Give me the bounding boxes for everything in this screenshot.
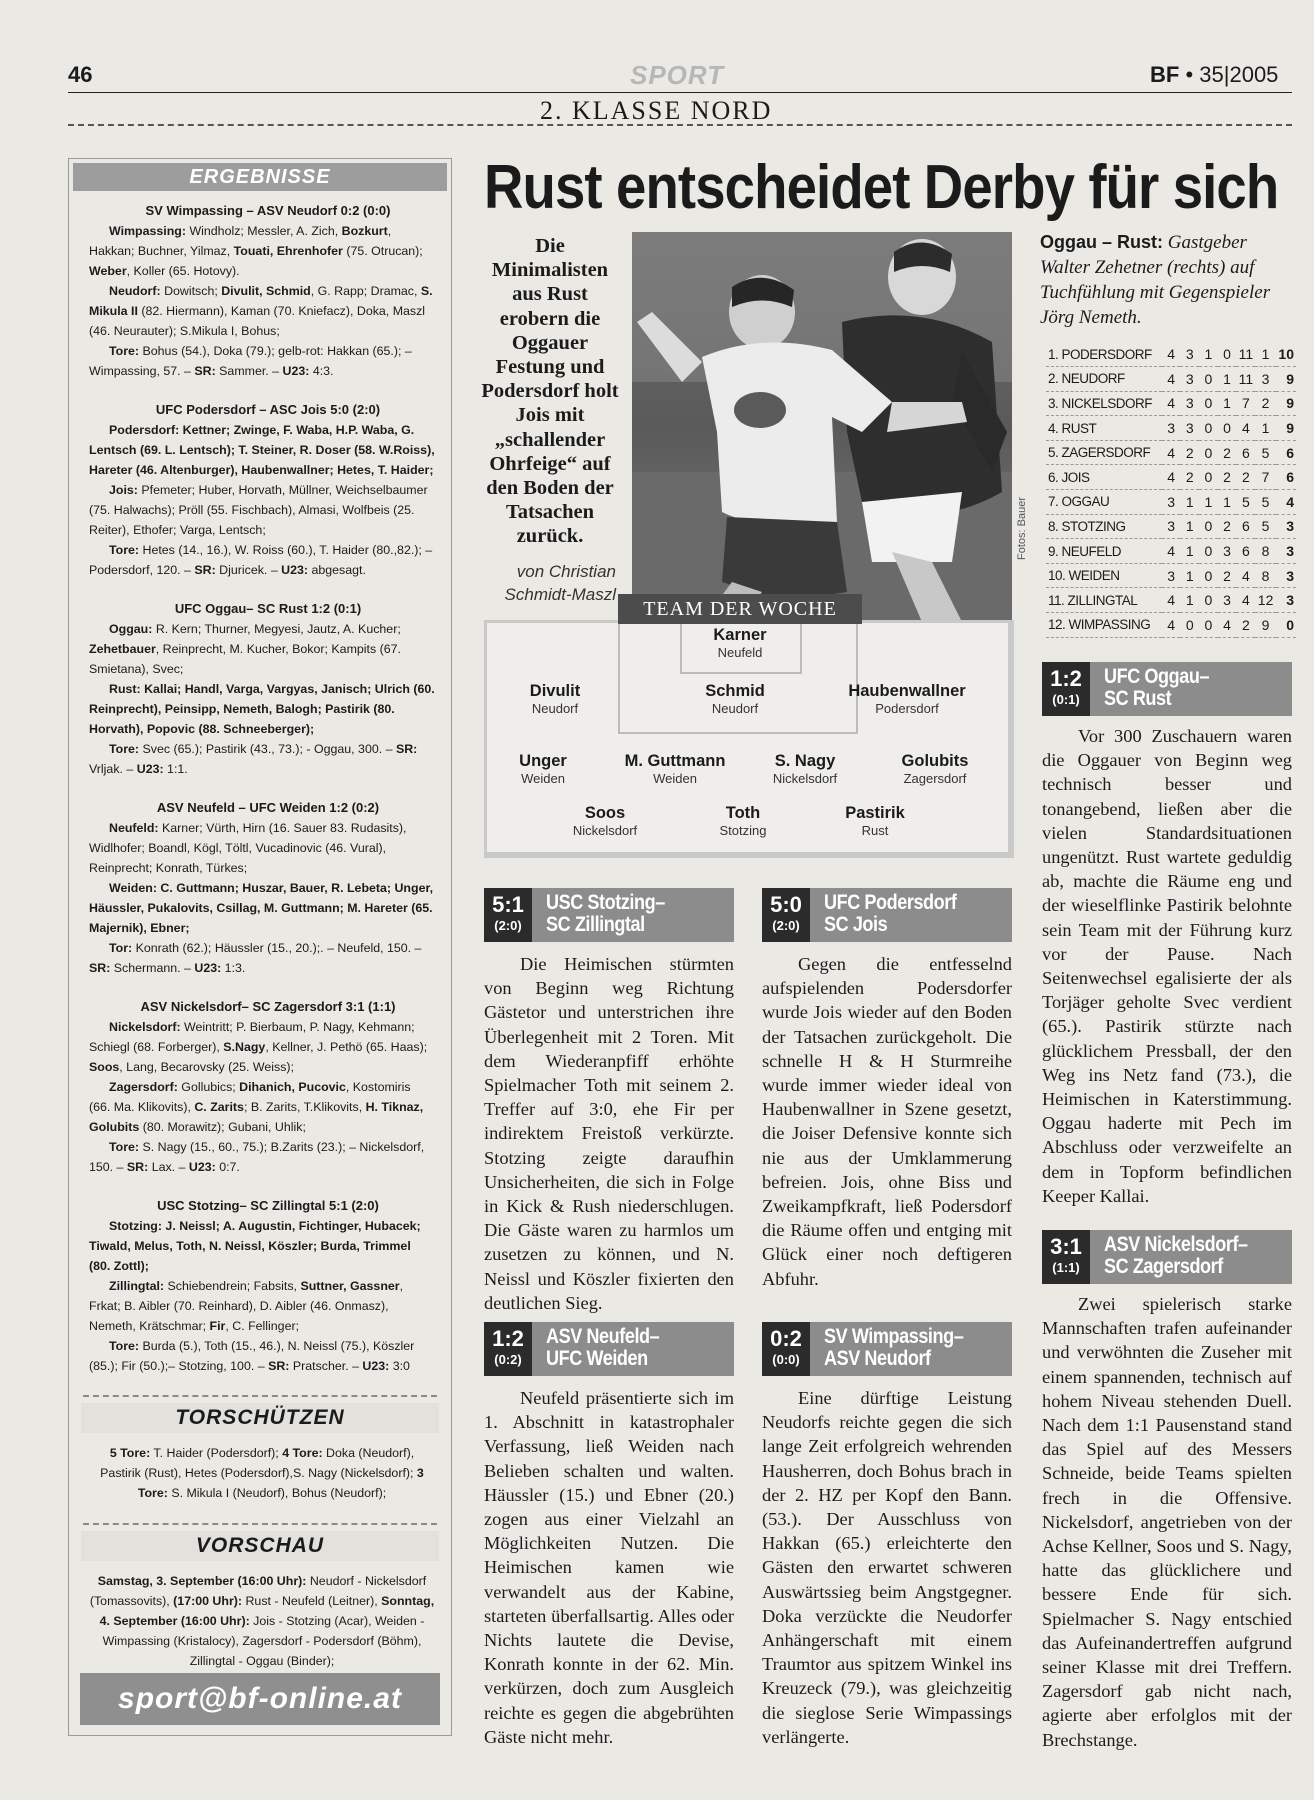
points: 9: [1276, 416, 1296, 441]
match-teams: [1090, 662, 1292, 716]
header-rule: [68, 92, 1292, 93]
result-entry: [69, 400, 451, 580]
player-name: Haubenwallner: [848, 682, 966, 700]
match-teams: [1090, 1230, 1292, 1284]
halftime-score: (1:1): [1052, 1260, 1080, 1275]
home-team: ASV Nickelsdorf–: [1104, 1233, 1248, 1256]
stat-cell: 0: [1199, 563, 1218, 588]
standings-row: [1046, 416, 1296, 441]
dashed-rule: [68, 124, 1292, 126]
stat-cell: 7: [1255, 465, 1275, 490]
stat-cell: 1: [1180, 514, 1199, 539]
match-score: [484, 1322, 532, 1376]
results-heading: ERGEBNISSE: [73, 163, 447, 191]
stat-cell: 1: [1180, 563, 1199, 588]
team-name: 1. PODERSDORF: [1046, 342, 1162, 367]
divider: [83, 1523, 437, 1525]
team-of-week-player: [468, 752, 618, 786]
match-score: [762, 888, 810, 942]
result-entry: [69, 201, 451, 381]
result-title: UFC Oggau– SC Rust 1:2 (0:1): [174, 601, 362, 616]
stat-cell: 3: [1162, 416, 1181, 441]
team-of-week-title: TEAM DER WOCHE: [618, 594, 862, 624]
match-header: [1042, 662, 1292, 716]
stat-cell: 7: [1236, 391, 1255, 416]
match-photo: [632, 232, 1012, 622]
photo-credit: Fotos: Bauer: [1016, 497, 1028, 560]
standings-row: [1046, 613, 1296, 638]
match-score: [1042, 662, 1090, 716]
stat-cell: 0: [1180, 613, 1199, 638]
stat-cell: 0: [1199, 588, 1218, 613]
team-of-week-player: [660, 682, 810, 716]
points: 9: [1276, 391, 1296, 416]
away-team: SC Zagersdorf: [1104, 1255, 1223, 1278]
team-name: 7. OGGAU: [1046, 490, 1162, 515]
away-team: SC Jois: [824, 913, 888, 936]
stat-cell: 6: [1236, 539, 1255, 564]
standings-row: [1046, 490, 1296, 515]
preview-heading: VORSCHAU: [81, 1531, 439, 1561]
result-lineup: Nickelsdorf: Weintritt; P. Bierbaum, P. Nagy, Kehmann; Schiegl (68. Forberger), S.Nagy, Kellner, J. Pethö (65. Haas); Soos, Lang, Becarovsky (25. Weiss);: [89, 1020, 428, 1074]
match-teams: [810, 888, 1012, 942]
team-name: 8. STOTZING: [1046, 514, 1162, 539]
final-score: 5:1: [492, 892, 524, 917]
away-team: SC Rust: [1104, 687, 1172, 710]
standings-row: [1046, 391, 1296, 416]
stat-cell: 2: [1218, 514, 1237, 539]
away-team: ASV Neudorf: [824, 1347, 931, 1370]
email-link[interactable]: sport@bf-online.at: [80, 1673, 440, 1725]
result-lineup: Podersdorf: Kettner; Zwinge, F. Waba, H.P. Waba, G. Lentsch (69. L. Lentsch); T. Steiner, R. Doser (58. W.Roiss), Hareter (46. Altenburger), Haubenwallner; Hetes, T. Haider;: [89, 423, 435, 477]
player-club: Neudorf: [531, 701, 579, 716]
match-header: [762, 1322, 1012, 1376]
standings-row: [1046, 440, 1296, 465]
player-club: Neudorf: [711, 701, 759, 716]
stat-cell: 4: [1236, 588, 1255, 613]
stat-cell: 5: [1255, 514, 1275, 539]
standings-row: [1046, 539, 1296, 564]
issue-number: 35|2005: [1199, 62, 1279, 87]
team-name: 11. ZILLINGTAL: [1046, 588, 1162, 613]
stat-cell: 3: [1180, 367, 1199, 392]
stat-cell: 4: [1162, 391, 1181, 416]
stat-cell: 0: [1199, 613, 1218, 638]
result-lineup: Tore: S. Nagy (15., 60., 75.); B.Zarits (23.); – Nickelsdorf, 150. – SR: Lax. – U23: 0:7.: [89, 1140, 425, 1174]
result-lineup: Stotzing: J. Neissl; A. Augustin, Fichtinger, Hubacek; Tiwald, Melus, Toth, N. Neissl, Köszler; Burda, Trimmel (80. Zottl);: [89, 1219, 421, 1273]
results-sidebar: [68, 158, 452, 1736]
player-name: Unger: [519, 752, 567, 770]
player-name: Pastirik: [845, 804, 905, 822]
stat-cell: 0: [1199, 440, 1218, 465]
stat-cell: 1: [1218, 490, 1237, 515]
player-name: S. Nagy: [774, 752, 836, 770]
match-report-text: Neufeld präsentierte sich im 1. Abschnitt in katastrophaler Verfassung, ließ Weiden nach Belieben schalten und walten. Häussler (15.) und Ebner (20.) zogen aus einer Vielzahl an Möglichkeiten Nutzen. Die Heimischen kamen wie verwandelt aus der Kabine, starteten überfallsartig. Alles oder Nichts lautete die Devise, Konrath konnte in der 62. Min. verkürzen, doch zum Ausgleich reichte es gegen die abgebrühten Gäste nicht mehr.: [484, 1388, 734, 1747]
result-title: UFC Podersdorf – ASC Jois 5:0 (2:0): [155, 402, 381, 417]
stat-cell: 0: [1218, 342, 1237, 367]
stat-cell: 1: [1218, 391, 1237, 416]
final-score: 3:1: [1050, 1234, 1082, 1259]
stat-cell: 4: [1162, 613, 1181, 638]
byline: [484, 560, 616, 606]
stat-cell: 2: [1218, 563, 1237, 588]
player-name: Divulit: [529, 682, 581, 700]
stat-cell: 0: [1199, 416, 1218, 441]
stat-cell: 3: [1162, 490, 1181, 515]
stat-cell: 0: [1199, 367, 1218, 392]
team-of-week-player: [530, 804, 680, 838]
stat-cell: 11: [1236, 342, 1255, 367]
player-club: Neufeld: [717, 645, 763, 660]
away-team: SC Zillingtal: [546, 913, 645, 936]
stat-cell: 6: [1236, 514, 1255, 539]
stat-cell: 2: [1255, 391, 1275, 416]
final-score: 1:2: [1050, 666, 1082, 691]
result-lineup: Zillingtal: Schiebendrein; Fabsits, Suttner, Gassner, Frkat; B. Aibler (70. Reinhard), D. Aibler (46. Onmasz), Nemeth, Krätschmar; Fir, C. Fellinger;: [89, 1279, 404, 1333]
result-lineup: Oggau: R. Kern; Thurner, Megyesi, Jautz, A. Kucher; Zehetbauer, Reinprecht, M. Kucher, Bokor; Kampits (67. Smietana), Svec;: [89, 622, 401, 676]
issue-info: [1150, 62, 1278, 88]
player-club: Nickelsdorf: [572, 823, 638, 838]
halftime-score: (2:0): [494, 918, 522, 933]
match-photo-image: [632, 232, 1012, 622]
stat-cell: 2: [1218, 440, 1237, 465]
match-teams: [810, 1322, 1012, 1376]
caption-lead: Oggau – Rust:: [1040, 232, 1164, 252]
player-name: M. Guttmann: [624, 752, 726, 770]
divider: [83, 1395, 437, 1397]
section-label: SPORT: [630, 60, 725, 90]
stat-cell: 12: [1255, 588, 1275, 613]
team-of-week-player: [832, 682, 982, 716]
player-club: Rust: [861, 823, 889, 838]
player-name: Soos: [584, 804, 626, 822]
player-name: Karner: [713, 626, 767, 644]
lede-text: Die Minimalisten aus Rust erobern die Oggauer Festung und Podersdorf holt Jois mit „schallender Ohrfeige“ auf den Boden der Tatsachen zurück.: [481, 235, 619, 548]
result-title: SV Wimpassing – ASV Neudorf 0:2 (0:0): [145, 203, 391, 218]
team-of-week-player: [730, 752, 880, 786]
stat-cell: 0: [1199, 391, 1218, 416]
byline-author: Christian Schmidt-Maszl: [504, 562, 616, 604]
match-score: [484, 888, 532, 942]
caption-text: Gastgeber Walter Zehetner (rechts) auf Tuchfühlung mit Gegenspieler Jörg Nemeth.: [1040, 232, 1271, 328]
team-name: 10. WEIDEN: [1046, 563, 1162, 588]
result-lineup: Weiden: C. Guttmann; Huszar, Bauer, R. Lebeta; Unger, Häussler, Pukalovits, Csillag, M. Guttmann; M. Hareter (65. Majernik), Ebner;: [89, 881, 434, 935]
player-club: Nickelsdorf: [772, 771, 838, 786]
team-name: 3. NICKELSDORF: [1046, 391, 1162, 416]
points: 6: [1276, 465, 1296, 490]
stat-cell: 1: [1255, 342, 1275, 367]
team-name: 2. NEUDORF: [1046, 367, 1162, 392]
home-team: SV Wimpassing–: [824, 1325, 964, 1348]
stat-cell: 3: [1180, 391, 1199, 416]
standings-row: [1046, 465, 1296, 490]
stat-cell: 4: [1236, 416, 1255, 441]
final-score: 1:2: [492, 1326, 524, 1351]
points: 6: [1276, 440, 1296, 465]
standings-row: [1046, 588, 1296, 613]
match-report-text: Gegen die entfesselnd aufspielenden Podersdorfer wurde Jois wieder auf den Boden der Tatsachen zurückgeholt. Die schnelle H & H Sturmreihe wurde immer wieder ideal von Haubenwallner in Szene gesetzt, die Joiser Defensive konnte sich nie aus der Umklammerung befreien. Jois, ohne Biss und Zweikampfkraft, ließ Podersdorf die Räume offen und entging mit Glück einer noch deftigeren Abfuhr.: [762, 954, 1012, 1289]
final-score: 5:0: [770, 892, 802, 917]
team-of-week-player: [860, 752, 1010, 786]
result-title: ASV Neufeld – UFC Weiden 1:2 (0:2): [156, 800, 380, 815]
stat-cell: 4: [1162, 588, 1181, 613]
stat-cell: 6: [1236, 440, 1255, 465]
result-title: USC Stotzing– SC Zillingtal 5:1 (2:0): [157, 1198, 379, 1213]
stat-cell: 1: [1255, 416, 1275, 441]
scorers-heading: TORSCHÜTZEN: [81, 1403, 439, 1433]
match-header: [484, 1322, 734, 1376]
result-title: ASV Nickelsdorf– SC Zagersdorf 3:1 (1:1): [140, 999, 396, 1014]
result-lineup: Zagersdorf: Gollubics; Dihanich, Pucovic, Kostomiris (66. Ma. Klikovits), C. Zarits; B. Zarits, T.Klikovits, H. Tiknaz, Golubits (80. Morawitz); Gubani, Uhlik;: [89, 1080, 424, 1134]
stat-cell: 3: [1218, 539, 1237, 564]
stat-cell: 1: [1199, 490, 1218, 515]
stat-cell: 1: [1199, 342, 1218, 367]
standings-row: [1046, 563, 1296, 588]
match-header: [484, 888, 734, 942]
team-name: 6. JOIS: [1046, 465, 1162, 490]
points: 0: [1276, 613, 1296, 638]
player-club: Podersdorf: [875, 701, 939, 716]
match-score: [1042, 1230, 1090, 1284]
scorers-text: 5 Tore: T. Haider (Podersdorf); 4 Tore: Doka (Neudorf), Pastirik (Rust), Hetes (Podersdorf),S. Nagy (Nickelsdorf); 3 Tore: S. Mikula I (Neudorf), Bohus (Neudorf);: [100, 1446, 424, 1500]
stat-cell: 4: [1218, 613, 1237, 638]
stat-cell: 0: [1218, 416, 1237, 441]
stat-cell: 4: [1162, 440, 1181, 465]
headline: Rust entscheidet Derby für sich: [484, 153, 1279, 222]
points: 9: [1276, 367, 1296, 392]
result-lineup: Tor: Konrath (62.); Häussler (15., 20.);. – Neufeld, 150. – SR: Schermann. – U23: 1:3.: [89, 941, 422, 975]
away-team: UFC Weiden: [546, 1347, 648, 1370]
stat-cell: 5: [1255, 490, 1275, 515]
team-of-week-player: [480, 682, 630, 716]
result-entry: [69, 997, 451, 1177]
stat-cell: 3: [1218, 588, 1237, 613]
stat-cell: 2: [1236, 613, 1255, 638]
home-team: UFC Podersdorf: [824, 891, 957, 914]
stat-cell: 0: [1199, 514, 1218, 539]
match-report-text: Zwei spielerisch starke Mannschaften trafen aufeinander und verwöhnten die Zuseher mit einem spannenden, technisch auf hohem Niveau stehenden Duell. Nach dem 1:1 Pausenstand stand das Spiel auf des Messers Schneide, beide Teams spielten frech in die Offensive. Nickelsdorf, angetrieben von der Achse Kellner, Soos und S. Nagy, hatte das glücklichere und bessere Ende für sich. Spielmacher S. Nagy entschied das Aufeinandertreffen aufgrund seiner Klasse mit drei Treffern. Zagersdorf gab nicht nach, agierte aber erfolglos mit der Brechstange.: [1042, 1294, 1292, 1750]
halftime-score: (2:0): [772, 918, 800, 933]
standings-row: [1046, 342, 1296, 367]
home-team: UFC Oggau–: [1104, 665, 1210, 688]
home-team: USC Stotzing–: [546, 891, 665, 914]
stat-cell: 3: [1180, 342, 1199, 367]
result-lineup: Wimpassing: Windholz; Messler, A. Zich, Bozkurt, Hakkan; Buchner, Yilmaz, Touati, Ehrenhofer (75. Otrucan); Weber, Koller (65. Hotovy).: [89, 224, 423, 278]
stat-cell: 1: [1180, 490, 1199, 515]
result-lineup: Jois: Pfemeter; Huber, Horvath, Müllner, Weichselbaumer (75. Halwachs); Pröll (55. Fischbach), Almasi, Wolfbeis (25. Reiter), Ethofer; Varga, Lentsch;: [89, 483, 428, 537]
team-of-week-player: [800, 804, 950, 838]
result-entry: [69, 599, 451, 779]
stat-cell: 8: [1255, 539, 1275, 564]
player-name: Toth: [725, 804, 761, 822]
result-lineup: Tore: Burda (5.), Toth (15., 46.), N. Neissl (75.), Köszler (85.); Fir (50.);– Stotzing, 100. – SR: Pratscher. – U23: 3:0: [89, 1339, 415, 1373]
home-team: ASV Neufeld–: [546, 1325, 660, 1348]
stat-cell: 4: [1162, 342, 1181, 367]
final-score: 0:2: [770, 1326, 802, 1351]
stat-cell: 4: [1162, 465, 1181, 490]
results-list: [69, 201, 451, 1376]
stat-cell: 5: [1255, 440, 1275, 465]
team-of-week-player: [668, 804, 818, 838]
team-name: 4. RUST: [1046, 416, 1162, 441]
stat-cell: 3: [1162, 563, 1181, 588]
publication-name: BF: [1150, 62, 1180, 87]
standings-row: [1046, 514, 1296, 539]
standings-row: [1046, 367, 1296, 392]
preview-text: Samstag, 3. September (16:00 Uhr): Neudorf - Nickelsdorf (Tomassovits), (17:00 Uhr): Rust - Neufeld (Leitner), Sonntag, 4. September (16:00 Uhr): Jois - Stotzing (Acar), Weiden - Wimpassing (Kristalocy), Zagersdorf - Podersdorf (Böhm), Zillingtal - Oggau (Binder);: [89, 1574, 435, 1668]
stat-cell: 2: [1180, 440, 1199, 465]
stat-cell: 0: [1199, 465, 1218, 490]
stat-cell: 4: [1162, 367, 1181, 392]
result-lineup: Tore: Svec (65.); Pastirik (43., 73.); - Oggau, 300. – SR: Vrljak. – U23: 1:1.: [89, 742, 418, 776]
player-club: Stotzing: [719, 823, 767, 838]
photo-caption: [1040, 230, 1300, 330]
bullet: •: [1185, 62, 1194, 87]
result-entry: [69, 798, 451, 978]
points: 10: [1276, 342, 1296, 367]
points: 4: [1276, 490, 1296, 515]
halftime-score: (0:1): [1052, 692, 1080, 707]
player-club: Zagersdorf: [903, 771, 967, 786]
stat-cell: 4: [1162, 539, 1181, 564]
match-score: [762, 1322, 810, 1376]
match-report-text: Die Heimischen stürmten von Beginn weg Richtung Gästetor und unterstrichen ihre Überlegenheit mit 2 Toren. Mit dem Wiederanpfiff erhöhte Spielmacher Toth mit seinem 2. Treffer auf 3:0, ehe Fir per indirektem Freistoß verkürzte. Stotzing zeigte daraufhin Unsicherheiten, die sich in Folge in Kick & Rush niederschlugen. Die Gäste waren zu harmlos um zusetzen zu können, und N. Neissl und Köszler fixierten den deutlichen Sieg.: [484, 954, 734, 1313]
stat-cell: 3: [1255, 367, 1275, 392]
stat-cell: 11: [1236, 367, 1255, 392]
match-header: [1042, 1230, 1292, 1284]
result-lineup: Neufeld: Karner; Vürth, Hirn (16. Sauer 83. Rudasits), Widlhofer; Boandl, Kögl, Töltl, Vucadinovic (46. Vural), Reinprecht; Konrath, Türkes;: [89, 821, 407, 875]
points: 3: [1276, 514, 1296, 539]
stat-cell: 1: [1180, 588, 1199, 613]
stat-cell: 3: [1180, 416, 1199, 441]
stat-cell: 8: [1255, 563, 1275, 588]
match-header: [762, 888, 1012, 942]
player-club: Weiden: [653, 771, 697, 786]
points: 3: [1276, 539, 1296, 564]
stat-cell: 0: [1199, 539, 1218, 564]
halftime-score: (0:2): [494, 1352, 522, 1367]
halftime-score: (0:0): [772, 1352, 800, 1367]
player-name: Golubits: [901, 752, 969, 770]
stat-cell: 3: [1162, 514, 1181, 539]
result-lineup: Tore: Hetes (14., 16.), W. Roiss (60.), T. Haider (80.,82.); – Podersdorf, 120. – SR: Djuricek. – U23: abgesagt.: [89, 543, 433, 577]
stat-cell: 9: [1255, 613, 1275, 638]
match-teams: [532, 1322, 734, 1376]
league-title: 2. KLASSE NORD: [540, 96, 773, 125]
team-name: 9. NEUFELD: [1046, 539, 1162, 564]
page-number: 46: [68, 62, 93, 87]
points: 3: [1276, 563, 1296, 588]
stat-cell: 5: [1236, 490, 1255, 515]
stat-cell: 1: [1180, 539, 1199, 564]
team-name: 5. ZAGERSDORF: [1046, 440, 1162, 465]
team-of-week-player: [600, 752, 750, 786]
standings-table: [1046, 342, 1296, 638]
team-of-week-player: [665, 626, 815, 660]
team-name: 12. WIMPASSING: [1046, 613, 1162, 638]
match-report-text: Vor 300 Zuschauern waren die Oggauer von Beginn weg technisch besser und tonangebend, ließen aber die vielen Standardsituationen ungenützt. Rust wartete geduldig ab, machte die Räume eng und der wieselflinke Pastirik belohnte sein Team mit der Führung kurz vor der Pause. Nach Seitenwechsel egalisierte der als Torjäger geholte Svec verdient (65.). Pastirik stürzte nach glücklichem Pressball, der den Weg ins Netz fand (73.), die Heimischen in Katerstimmung. Oggau haderte mit Pech im Abschluss oder verzweifelte an dem in Topform befindlichen Keeper Kallai.: [1042, 726, 1292, 1206]
match-report-text: Eine dürftige Leistung Neudorfs reichte gegen die sich lange Zeit erfolgreich wehrenden Hausherren, doch Bohus brach in der 2. HZ per Kopf den Bann. (53.). Der Ausschluss von Hakkan (65.) erleichterte den Gästen den erwartet schweren Auswärtssieg beim Angstgegner. Doka verzückte die Neudorfer Anhängerschaft mit einem Traumtor aus spitzem Winkel ins Kreuzeck (79.), was gleichzeitig die sieglose Serie Wimpassings verlängerte.: [762, 1388, 1012, 1747]
player-name: Schmid: [705, 682, 765, 700]
stat-cell: 2: [1180, 465, 1199, 490]
stat-cell: 2: [1236, 465, 1255, 490]
player-club: Weiden: [521, 771, 565, 786]
result-entry: [69, 1196, 451, 1376]
stat-cell: 1: [1218, 367, 1237, 392]
result-lineup: Neudorf: Dowitsch; Divulit, Schmid, G. Rapp; Dramac, S. Mikula II (82. Hiermann), Kaman (70. Kniefacz), Doka, Maszl (46. Neurauter); S.Mikula I, Bohus;: [89, 284, 433, 338]
match-teams: [532, 888, 734, 942]
stat-cell: 2: [1218, 465, 1237, 490]
result-lineup: Tore: Bohus (54.), Doka (79.); gelb-rot: Hakkan (65.); – Wimpassing, 57. – SR: Sammer. – U23: 4:3.: [89, 344, 412, 378]
result-lineup: Rust: Kallai; Handl, Varga, Vargyas, Janisch; Ulrich (60. Reinprecht), Peinsipp, Nemeth, Balogh; Pastirik (80. Horvath), Popovic (88. Schneeberger);: [89, 682, 435, 736]
points: 3: [1276, 588, 1296, 613]
stat-cell: 4: [1236, 563, 1255, 588]
byline-prefix: von: [516, 562, 545, 581]
